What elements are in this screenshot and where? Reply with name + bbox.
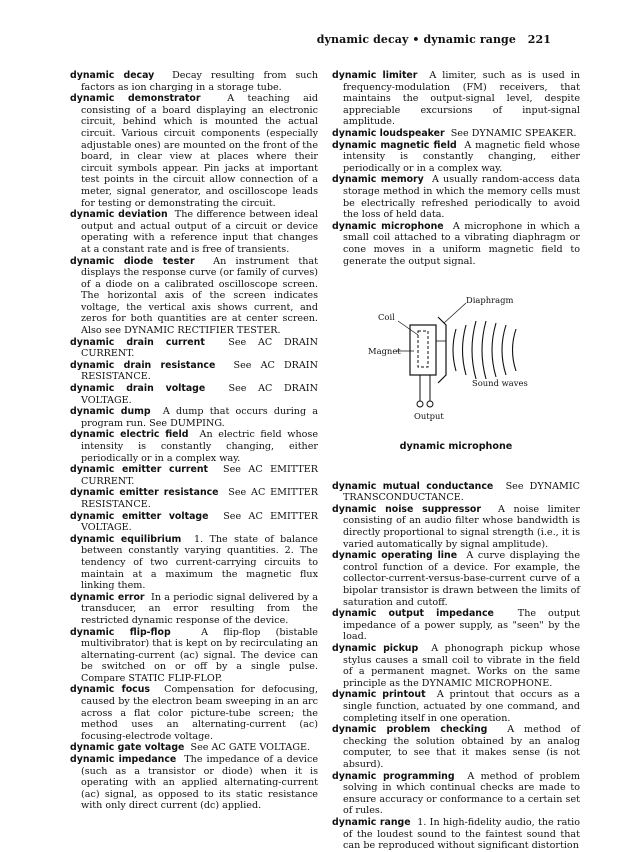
dynamic-microphone-figure (332, 281, 580, 437)
entry-term: dynamic emitter current (70, 464, 209, 476)
glossary-entry (332, 221, 580, 267)
entry-definition: A printout that occurs as a single function, actuated by one command, and completing itself in one operation. (343, 689, 580, 724)
output-label: Output (414, 411, 444, 422)
entry-definition: See AC EMITTER CURRENT. (81, 464, 318, 487)
entry-term: dynamic equilibrium (70, 533, 182, 545)
glossary-entry (70, 592, 318, 627)
entry-term: dynamic focus (70, 684, 150, 696)
entry-term: dynamic programming (332, 770, 455, 782)
entry-definition: A method of checking the solution obtained by an analog computer, to see that it makes sense (is not absurd). (343, 724, 580, 770)
glossary-entry (70, 70, 318, 93)
entry-definition: The impedance of a device (such as a transistor or diode) when it is operating with an applied alternating-current (ac) signal, as opposed to its static resistance with only direct current (dc) applied. (81, 754, 318, 812)
left-column (70, 70, 318, 812)
entry-definition: In a periodic signal delivered by a transducer, an error resulting from the restricted dynamic response of the device. (81, 591, 318, 626)
entry-term: dynamic problem checking (332, 724, 488, 736)
entry-term: dynamic gate voltage (70, 742, 185, 754)
sound-wave (463, 325, 467, 375)
running-head (317, 33, 551, 46)
entry-term: dynamic range (332, 816, 411, 828)
coil-shape (418, 331, 428, 367)
glossary-entry (332, 128, 580, 140)
sound-wave (453, 329, 456, 371)
glossary-entry (70, 360, 318, 383)
coil-label: Coil (378, 312, 395, 323)
entry-term: dynamic drain resistance (70, 359, 216, 371)
sound-wave (482, 321, 486, 379)
glossary-entry (70, 209, 318, 255)
glossary-entry (70, 383, 318, 406)
glossary-entry (70, 429, 318, 464)
entry-definition: A method of problem solving in which continual checks are made to ensure accuracy or conformance to a certain set of rules. (343, 770, 580, 817)
entry-definition: A magnetic field whose intensity is constantly changing, either periodically or in a complex way. (343, 139, 580, 174)
glossary-entry (70, 487, 318, 510)
entry-term: dynamic drain current (70, 336, 205, 348)
entry-term: dynamic decay (70, 70, 155, 81)
glossary-entry (332, 724, 580, 770)
entry-definition: A phonograph pickup whose stylus causes a small coil to vibrate in the field of a permanent magnet. Works on the same principle as the DYNAMIC MICROPHONE. (343, 643, 580, 689)
glossary-entry (332, 504, 580, 550)
entry-term: dynamic drain voltage (70, 383, 206, 395)
entry-term: dynamic output impedance (332, 608, 494, 620)
page-number: 221 (527, 33, 551, 46)
glossary-entry (332, 70, 580, 128)
coil-leader (398, 321, 418, 335)
entry-term: dynamic flip-flop (70, 626, 171, 638)
entry-term: dynamic microphone (332, 220, 444, 232)
entry-definition: A teaching aid consisting of a board displaying an electronic circuit, behind which is mounted the actual circuit. Various circuit components (especially adjustable ones) are mounted on the front of the board, in clear view at places where their circuit symbols appear. Pin jacks at important test points in the circuit allow connection of a meter, signal generator, and oscilloscope leads for testing or demonstrating the circuit. (81, 93, 319, 209)
sound-wave (513, 329, 517, 371)
glossary-entry (70, 337, 318, 360)
output-terminal (417, 401, 423, 407)
entry-definition: See DYNAMIC SPEAKER. (450, 127, 577, 139)
entry-definition: A microphone in which a small coil attached to a vibrating diaphragm or cone moves in a uniform magnetic field to generate the output signal. (343, 220, 580, 267)
glossary-entry (70, 627, 318, 685)
diaphragm-shape (438, 317, 446, 383)
diaphragm-label: Diaphragm (466, 295, 514, 306)
entry-term: dynamic pickup (332, 643, 419, 654)
entry-definition: Compensation for defocusing, caused by the electron beam sweeping in an arc across a flat color picture-tube screen; the method uses an alternating-current (ac) focusing-electrode voltage. (81, 684, 318, 742)
entry-term: dynamic diode tester (70, 255, 195, 267)
figure-caption: dynamic microphone (399, 441, 513, 453)
diaphragm-leader (444, 303, 466, 323)
entry-definition: A noise limiter consisting of an audio filter whose bandwidth is directly proportional to signal strength (i.e., it is varied automatically by signal amplitude). (343, 503, 580, 550)
glossary-entry (332, 771, 580, 817)
entry-definition: An instrument that displays the response curve (or family of curves) of a diode on a calibrated oscilloscope screen. The horizontal axis of the screen indicates voltage, the vertical axis shows current, and zeros for both quantities are at center screen. Also see DYNAMIC RECTIFIER TESTER. (81, 255, 318, 337)
sound-wave (502, 325, 506, 375)
entry-definition: A curve displaying the control function of a device. For example, the collector-current-versus-base-current curve of a bipolar transistor is drawn between the limits of saturation and cutoff. (343, 550, 580, 608)
entry-definition: See AC DRAIN RESISTANCE. (81, 359, 318, 383)
glossary-entry (332, 817, 580, 852)
glossary-entry (332, 689, 580, 724)
entry-term: dynamic demonstrator (70, 93, 201, 105)
entry-definition: See DYNAMIC TRANSCONDUCTANCE. (343, 480, 580, 504)
right-column (332, 70, 580, 852)
entry-definition: See AC DRAIN VOLTAGE. (81, 383, 318, 406)
glossary-entry (332, 174, 580, 220)
entry-definition: 1. In high-fidelity audio, the ratio of the loudest sound to the faintest sound that can be reproduced without significant distortion (343, 816, 580, 852)
glossary-entry (332, 140, 580, 175)
glossary-entry (70, 93, 318, 209)
glossary-entry (70, 534, 318, 592)
entry-definition: The difference between ideal output and actual output of a circuit or device operating with a reference input that changes at a constant rate and is free of transients. (81, 209, 319, 255)
entry-term: dynamic magnetic field (332, 139, 457, 151)
sound-wave (492, 323, 496, 377)
entry-definition: See AC EMITTER RESISTANCE. (81, 487, 318, 510)
glossary-entry (70, 754, 318, 812)
entry-definition: The output impedance of a power supply, as "seen" by the load. (343, 608, 580, 643)
entry-definition: 1. The state of balance between constantly varying quantities. 2. The tendency of two current-carrying circuits to maintain at a maximum the magnetic flux linking them. (81, 533, 318, 592)
entry-term: dynamic noise suppressor (332, 503, 481, 515)
output-terminal (427, 401, 433, 407)
entry-term: dynamic deviation (70, 209, 168, 221)
glossary-entry (332, 608, 580, 643)
entry-term: dynamic electric field (70, 429, 189, 441)
magnet-label: Magnet (368, 346, 401, 357)
entry-definition: See AC GATE VOLTAGE. (190, 742, 311, 754)
entry-term: dynamic emitter voltage (70, 510, 209, 522)
running-head-text: dynamic decay • dynamic range (316, 33, 516, 46)
entry-definition: Decay resulting from such factors as ion charging in a storage tube. (81, 70, 319, 93)
entry-term: dynamic emitter resistance (70, 487, 219, 499)
glossary-entry (70, 684, 318, 742)
entry-term: dynamic error (70, 591, 145, 603)
sound-waves-label: Sound waves (472, 378, 528, 389)
entry-term: dynamic limiter (332, 70, 418, 81)
glossary-entry (332, 643, 580, 689)
glossary-entry (70, 256, 318, 337)
entry-definition: An electric field whose intensity is constantly changing, either periodically or in a complex way. (81, 429, 318, 464)
entry-definition: A flip-flop (bistable multivibrator) that is kept on by recirculating an alternating-current (ac) signal. The device can be switched on or off by a single pulse. Compare STATIC FLIP-FLOP. (81, 626, 318, 684)
entry-term: dynamic memory (332, 174, 424, 186)
sound-wave (472, 321, 476, 379)
entry-term: dynamic printout (332, 689, 426, 701)
microphone-diagram (332, 281, 580, 437)
glossary-entry (332, 550, 580, 608)
glossary-entry (332, 481, 580, 504)
entry-definition: A dump that occurs during a program run. See DUMPING. (81, 406, 318, 429)
entry-term: dynamic operating line (332, 550, 458, 562)
entry-definition: A limiter, such as is used in frequency-modulation (FM) receivers, that maintains the output-signal level, despite appreciable excursions of input-signal amplitude. (343, 70, 580, 128)
entry-term: dynamic loudspeaker (332, 127, 445, 139)
glossary-entry (70, 464, 318, 487)
entry-term: dynamic impedance (70, 754, 177, 766)
entry-definition: See AC EMITTER VOLTAGE. (81, 510, 318, 534)
glossary-entry (70, 406, 318, 429)
entry-definition: See AC DRAIN CURRENT. (81, 336, 318, 360)
entry-term: dynamic dump (70, 406, 151, 418)
entry-definition: A usually random-access data storage method in which the memory cells must be electrically refreshed periodically to avoid the loss of held data. (343, 174, 580, 221)
entry-term: dynamic mutual conductance (332, 480, 494, 492)
glossary-entry (70, 742, 318, 754)
glossary-entry (70, 511, 318, 534)
